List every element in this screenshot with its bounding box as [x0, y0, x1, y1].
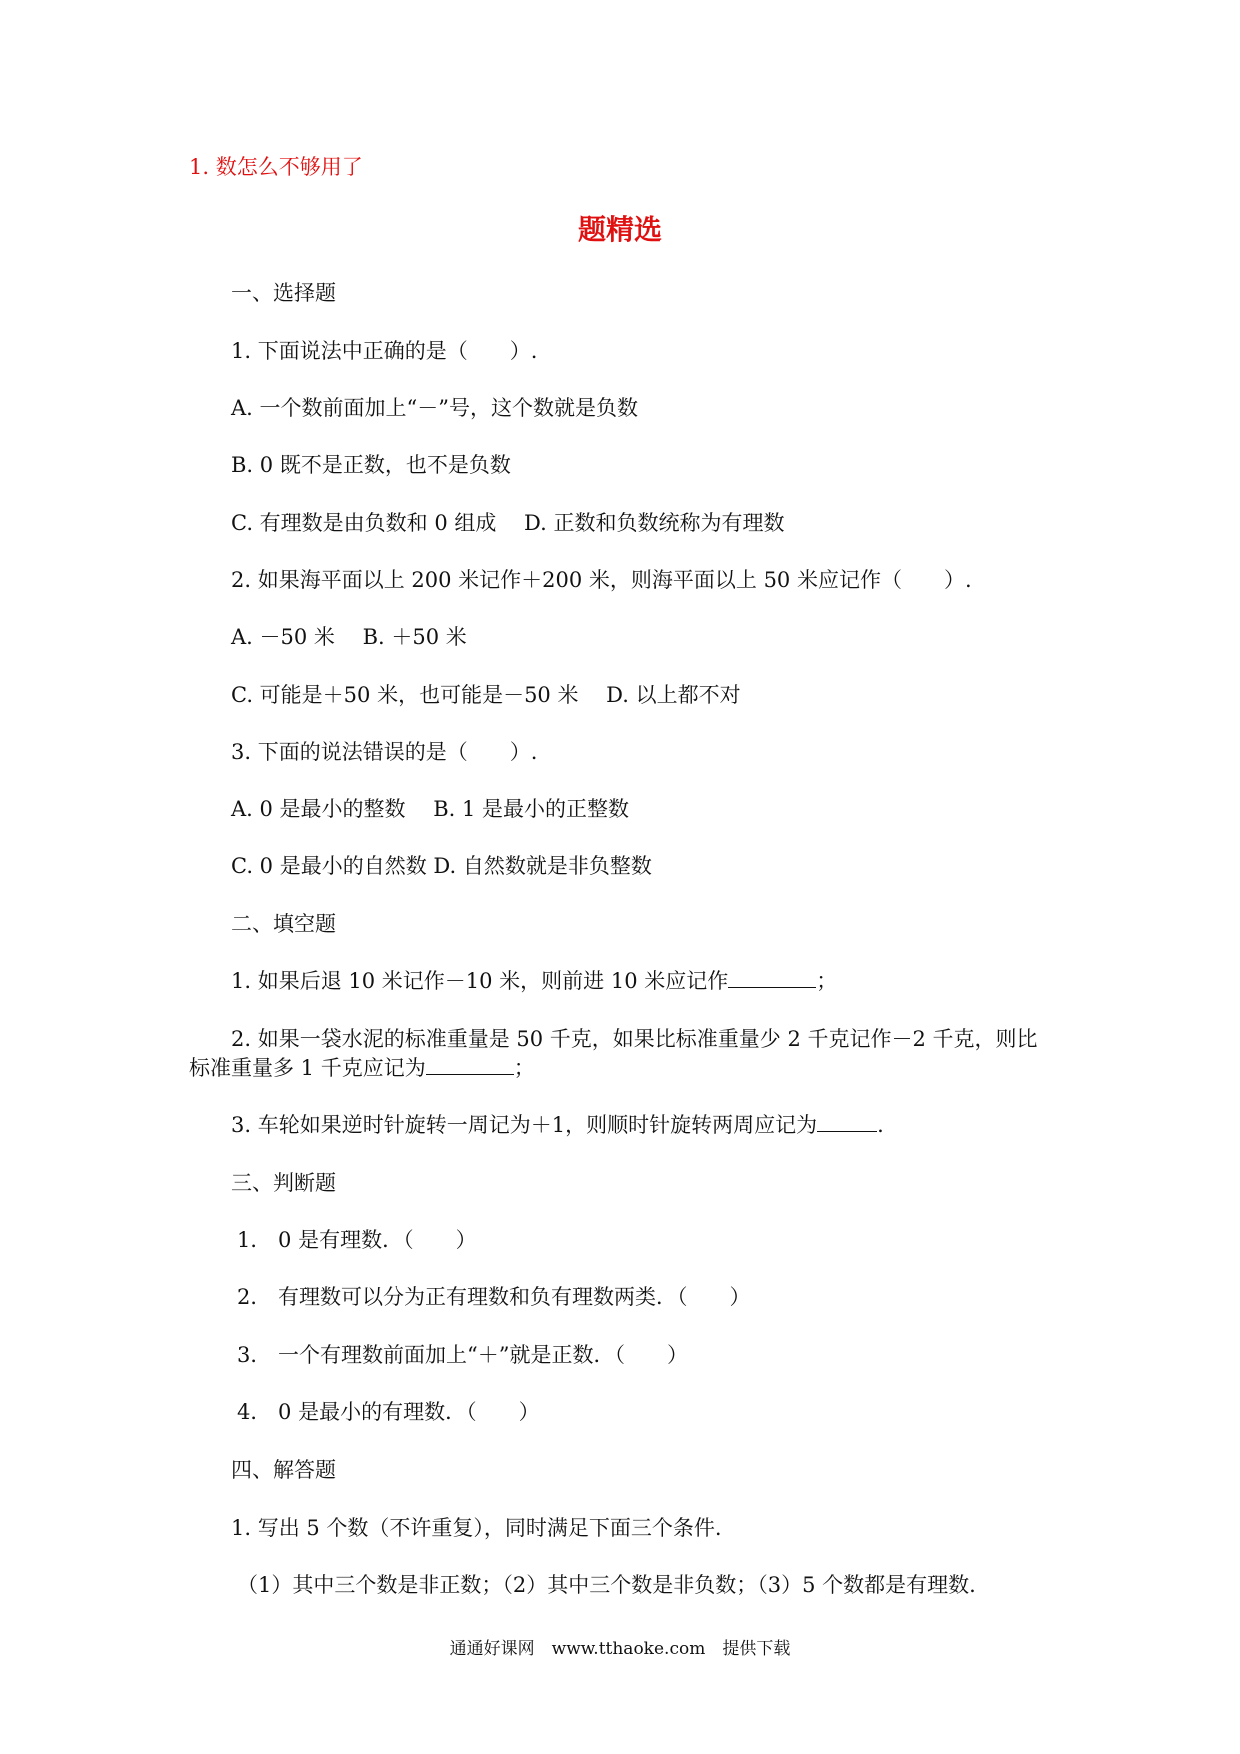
question-4-1-conditions: （1）其中三个数是非正数；（2）其中三个数是非负数；（3）5 个数都是有理数.: [237, 1573, 976, 1597]
answer-blank[interactable]: [817, 1111, 877, 1132]
section-heading-judge: 三、判断题: [231, 1171, 336, 1195]
question-3-3: 3． 一个有理数前面加上“＋”就是正数．（ ）: [237, 1343, 689, 1367]
question-2-2-line-2: [189, 1053, 535, 1083]
section-heading-fill: 二、填空题: [231, 912, 336, 936]
question-1-3-options-ab: A. 0 是最小的整数 B. 1 是最小的正整数: [231, 797, 630, 821]
question-1-1-options-cd: C. 有理数是由负数和 0 组成 D. 正数和负数统称为有理数: [231, 511, 785, 535]
question-3-4: 4． 0 是最小的有理数．（ ）: [237, 1400, 540, 1424]
question-1-3-options-cd: C. 0 是最小的自然数 D. 自然数就是非负整数: [231, 854, 652, 878]
question-3-1: 1． 0 是有理数．（ ）: [237, 1228, 477, 1252]
answer-blank[interactable]: [426, 1054, 514, 1075]
question-2-3: [231, 1110, 884, 1140]
question-1-1-option-a: A. 一个数前面加上“－”号，这个数就是负数: [231, 396, 638, 420]
question-4-1: 1. 写出 5 个数（不许重复），同时满足下面三个条件.: [231, 1516, 722, 1540]
question-2-1-end: ；: [816, 969, 838, 993]
question-2-2-line-1: 2. 如果一袋水泥的标准重量是 50 千克，如果比标准重量少 2 千克记作－2 千克，则比: [231, 1027, 1038, 1051]
question-1-2: 2. 如果海平面以上 200 米记作＋200 米，则海平面以上 50 米应记作（ ）.: [231, 568, 972, 592]
page-footer: 通通好课网 www.tthaoke.com 提供下载: [449, 1639, 791, 1659]
page-title: 题精选: [577, 213, 662, 246]
question-3-2: 2． 有理数可以分为正有理数和负有理数两类．（ ）: [237, 1285, 751, 1309]
section-heading-answer: 四、解答题: [231, 1458, 336, 1482]
question-1-3: 3. 下面的说法错误的是（ ）.: [231, 740, 538, 764]
question-2-3-text: 3. 车轮如果逆时针旋转一周记为＋1，则顺时针旋转两周应记为: [231, 1113, 818, 1137]
answer-blank[interactable]: [728, 967, 816, 988]
question-2-3-end: .: [877, 1113, 884, 1137]
question-2-1: [231, 966, 837, 996]
question-1-1: 1. 下面说法中正确的是（ ）.: [231, 339, 538, 363]
question-2-2-text: 标准重量多 1 千克应记为: [189, 1056, 426, 1080]
doc-header: 1. 数怎么不够用了: [189, 155, 363, 179]
section-heading-choice: 一、选择题: [231, 281, 336, 305]
question-1-2-options-ab: A. －50 米 B. ＋50 米: [231, 625, 467, 649]
question-1-2-options-cd: C. 可能是＋50 米，也可能是－50 米 D. 以上都不对: [231, 683, 741, 707]
question-1-1-option-b: B. 0 既不是正数，也不是负数: [231, 453, 511, 477]
question-2-1-text: 1. 如果后退 10 米记作－10 米，则前进 10 米应记作: [231, 969, 729, 993]
question-2-2-end: ；: [513, 1056, 535, 1080]
